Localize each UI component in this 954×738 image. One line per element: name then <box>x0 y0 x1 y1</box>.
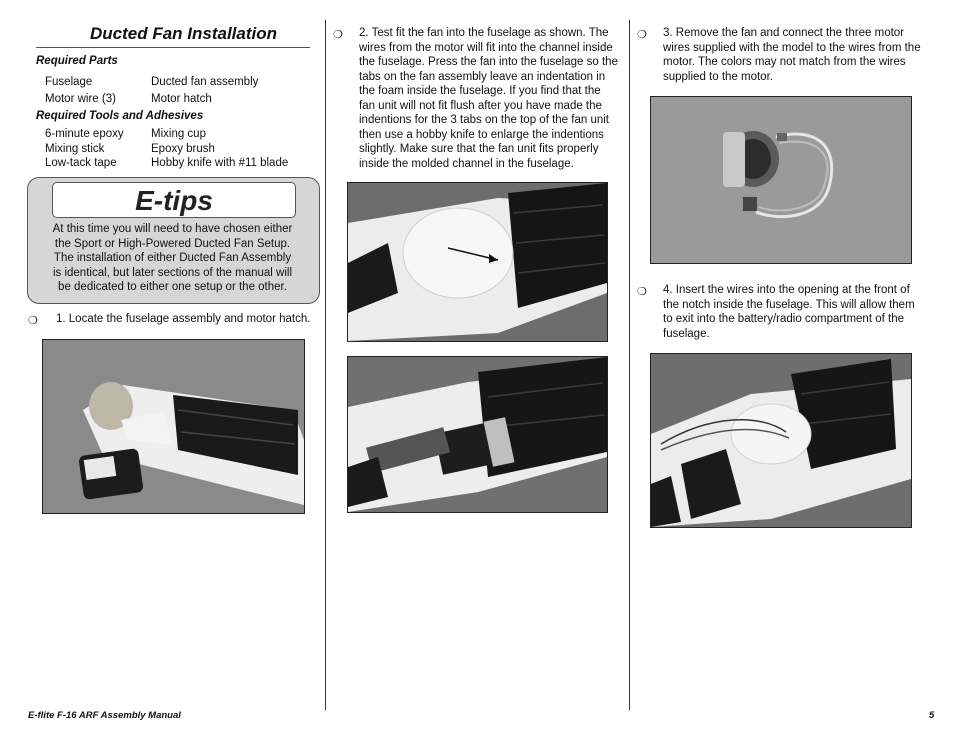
photo-wires-in-notch <box>650 353 912 528</box>
etips-line: The installation of either Ducted Fan Assembly <box>53 252 292 264</box>
step-line: the fuselage. Press the fan into the fuselage so the <box>359 56 618 68</box>
step-line: to exit into the battery/radio compartment of the <box>663 313 904 325</box>
step-line: then use a hobby knife to enlarge the indentions <box>359 128 604 141</box>
step-line: 2. Test fit the fan into the fuselage as shown. The <box>359 27 609 39</box>
tools-item: Mixing cup <box>151 128 206 140</box>
step-4-text <box>663 283 931 341</box>
etips-line: At this time you will need to have chosen either <box>52 223 293 235</box>
step-line: 3. Remove the fan and connect the three motor <box>663 27 905 39</box>
etips-line: the Sport or High-Powered Ducted Fan Setup. <box>54 237 291 250</box>
step-line: 4. Insert the wires into the opening at the front of <box>663 284 910 296</box>
parts-item: Fuselage <box>45 76 93 88</box>
column-divider <box>325 20 326 710</box>
step-line: inside the molded channel in the fuselage. <box>359 157 574 170</box>
step-line: fan unit will not fit flush after you have made the <box>359 99 602 112</box>
photo-channel-svg <box>348 183 607 341</box>
title-rule <box>36 47 310 48</box>
tools-item: Hobby knife with #11 blade <box>151 157 289 169</box>
photo-motor-wires <box>650 96 912 264</box>
step-line: wires supplied with the model to the wires from the <box>663 41 921 54</box>
step-line: slightly. Make sure that the fan unit fits properly <box>359 143 599 155</box>
step-2-text <box>359 26 624 171</box>
checkbox-circle-icon[interactable]: ❍ <box>637 29 647 41</box>
photo-fuselage-and-hatch <box>42 339 305 514</box>
photo-fuselage-channel <box>347 182 608 342</box>
tools-item: Mixing stick <box>45 143 105 155</box>
parts-item: Motor hatch <box>151 93 212 105</box>
step-line: motor. The colors may not match from the wires <box>663 56 906 68</box>
page-number: 5 <box>929 710 935 721</box>
required-parts-heading: Required Parts <box>36 55 118 67</box>
step-line: the notch inside the fuselage. This will allow them <box>663 298 915 311</box>
etips-logo <box>53 183 295 217</box>
footer-title: E-flite F-16 ARF Assembly Manual <box>28 710 181 721</box>
photo-fan-svg <box>348 357 607 512</box>
step-line: supplied to the motor. <box>663 70 773 83</box>
section-title: Ducted Fan Installation <box>90 24 278 43</box>
tools-item: 6-minute epoxy <box>45 128 124 140</box>
etips-logo-frame <box>52 182 296 218</box>
required-tools-heading: Required Tools and Adhesives <box>36 110 204 122</box>
step-line: indentions for the 3 tabs on the top of the fan unit <box>359 114 609 126</box>
etips-line: be dedicated to either one setup or the other. <box>58 281 287 293</box>
checkbox-circle-icon[interactable]: ❍ <box>333 29 343 41</box>
checkbox-circle-icon[interactable]: ❍ <box>28 315 38 327</box>
parts-item: Motor wire (3) <box>45 93 116 105</box>
tools-item: Epoxy brush <box>151 143 215 155</box>
step-1-text <box>56 312 310 327</box>
etips-logo-text: E-tips <box>135 185 213 216</box>
step-line: the foam inside the fuselage. If you find that the <box>359 85 601 97</box>
etips-text <box>40 222 305 295</box>
step-line: fuselage. <box>663 327 710 340</box>
photo-motor-svg <box>651 97 911 263</box>
photo-fuselage-svg <box>43 340 304 513</box>
step-line: 1. Locate the fuselage assembly and motor hatch. <box>56 313 311 325</box>
photo-fan-test-fit <box>347 356 608 513</box>
step-line: tabs on the fan assembly leave an indentation in <box>359 70 606 83</box>
photo-notch-svg <box>651 354 911 527</box>
parts-item: Ducted fan assembly <box>151 76 259 88</box>
column-divider <box>629 20 630 710</box>
checkbox-circle-icon[interactable]: ❍ <box>637 286 647 298</box>
etips-line: is identical, but later sections of the manual will <box>52 266 293 279</box>
tools-item: Low-tack tape <box>45 157 117 169</box>
step-3-text <box>663 26 931 84</box>
step-line: wires from the motor will fit into the channel inside <box>359 41 613 54</box>
